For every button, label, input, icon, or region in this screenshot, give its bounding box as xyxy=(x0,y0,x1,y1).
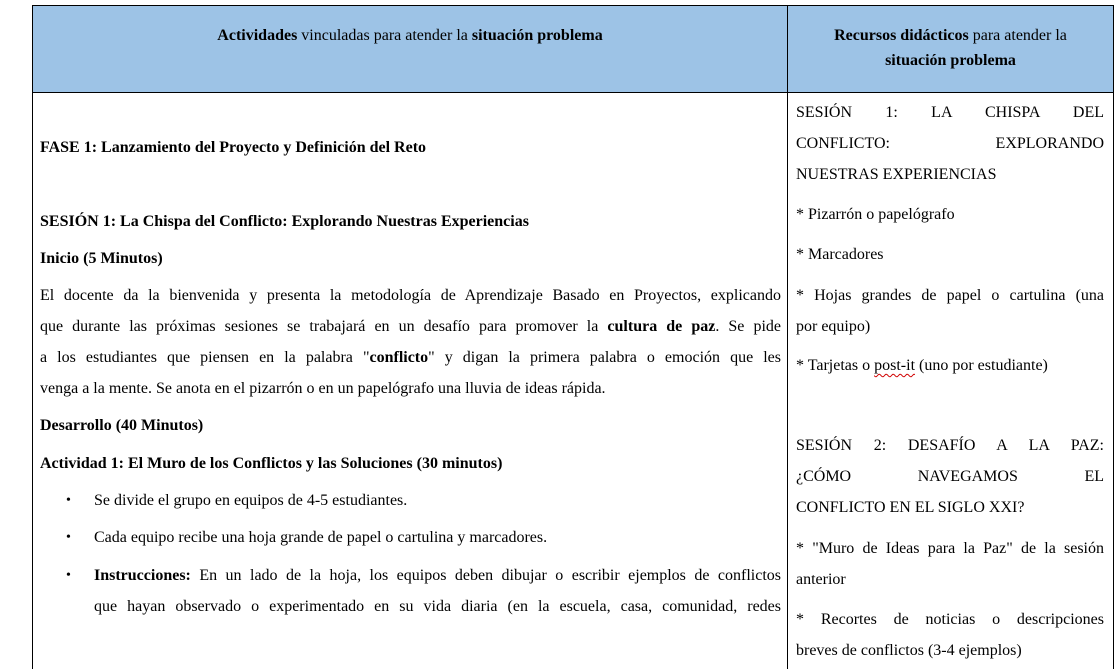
list-item-instructions-line-2: que hayan observado o experimentado en su vida diaria (en la escuela, casa, comunidad, redes xyxy=(94,598,781,615)
list-item-instructions-line-1: Instrucciones: En un lado de la hoja, los equipos deben dibujar o escribir ejemplos de conflictos xyxy=(94,567,781,584)
header-resources-bold-1: Recursos didácticos xyxy=(834,27,969,44)
table-border-middle xyxy=(787,5,788,669)
header-activities-bold-1: Actividades xyxy=(217,27,298,44)
header-activities-bold-2: situación problema xyxy=(471,27,603,44)
resource-item-line-2: breves de conflictos (3-4 ejemplos) xyxy=(796,642,1022,659)
header-resources-text: para atender la xyxy=(968,27,1067,44)
session-2-resources-line-2: ¿CÓMO NAVEGAMOS EL xyxy=(796,468,1104,485)
table-border-left xyxy=(32,5,33,669)
resource-item-line-1: * Recortes de noticias o descripciones xyxy=(796,611,1104,628)
inicio-paragraph-line-4: venga a la mente. Se anota en el pizarrón o en un papelógrafo una lluvia de ideas rápida. xyxy=(40,380,606,397)
session-2-resources-line-1: SESIÓN 2: DESAFÍO A LA PAZ: xyxy=(796,437,1104,454)
list-item: Cada equipo recibe una hoja grande de papel o cartulina y marcadores. xyxy=(94,529,548,546)
header-activities xyxy=(33,23,787,48)
bullet-icon: • xyxy=(66,493,71,508)
resource-item: * Marcadores xyxy=(796,246,884,263)
resource-item-line-2: por equipo) xyxy=(796,318,871,335)
session-1-resources-line-2: CONFLICTO: EXPLORANDO xyxy=(796,135,1104,152)
session-title: SESIÓN 1: La Chispa del Conflicto: Explorando Nuestras Experiencias xyxy=(40,213,529,230)
phase-title: FASE 1: Lanzamiento del Proyecto y Definición del Reto xyxy=(40,139,427,156)
session-1-resources-line-3: NUESTRAS EXPERIENCIAS xyxy=(796,166,997,183)
desarrollo-heading: Desarrollo (40 Minutos) xyxy=(40,417,204,434)
bullet-icon: • xyxy=(66,530,71,545)
header-activities-text: vinculadas para atender la xyxy=(297,27,472,44)
header-resources-bold-2: situación problema xyxy=(885,52,1016,69)
header-resources xyxy=(788,23,1113,73)
resource-item-line-1: * "Muro de Ideas para la Paz" de la sesión xyxy=(796,540,1104,557)
resource-item-line-1: * Hojas grandes de papel o cartulina (una xyxy=(796,287,1104,304)
table-border-right xyxy=(1113,5,1114,669)
inicio-paragraph-line-1: El docente da la bienvenida y presenta la metodología de Aprendizaje Basado en Proyectos, explicando xyxy=(40,287,781,304)
inicio-paragraph-line-2: que durante las próximas sesiones se trabajará en un desafío para promover la cultura de paz. Se pide xyxy=(40,318,782,335)
header-cell-activities xyxy=(33,6,787,92)
activity-1-title: Actividad 1: El Muro de los Conflictos y las Soluciones (30 minutos) xyxy=(40,455,503,472)
bullet-icon: • xyxy=(66,568,71,583)
resource-item: * Tarjetas o post-it (uno por estudiante) xyxy=(796,357,1048,374)
session-2-resources-line-3: CONFLICTO EN EL SIGLO XXI? xyxy=(796,499,1025,516)
inicio-heading: Inicio (5 Minutos) xyxy=(40,250,163,267)
resource-item-line-2: anterior xyxy=(796,571,846,588)
list-item: Se divide el grupo en equipos de 4-5 estudiantes. xyxy=(94,492,408,509)
resource-item: * Pizarrón o papelógrafo xyxy=(796,206,955,223)
inicio-paragraph-line-3: a los estudiantes que piensen en la palabra "conflicto" y digan la primera palabra o emoción que les xyxy=(40,349,781,366)
table-border-top xyxy=(32,5,1114,6)
session-1-resources-line-1: SESIÓN 1: LA CHISPA DEL xyxy=(796,104,1104,121)
header-divider xyxy=(32,92,1114,93)
